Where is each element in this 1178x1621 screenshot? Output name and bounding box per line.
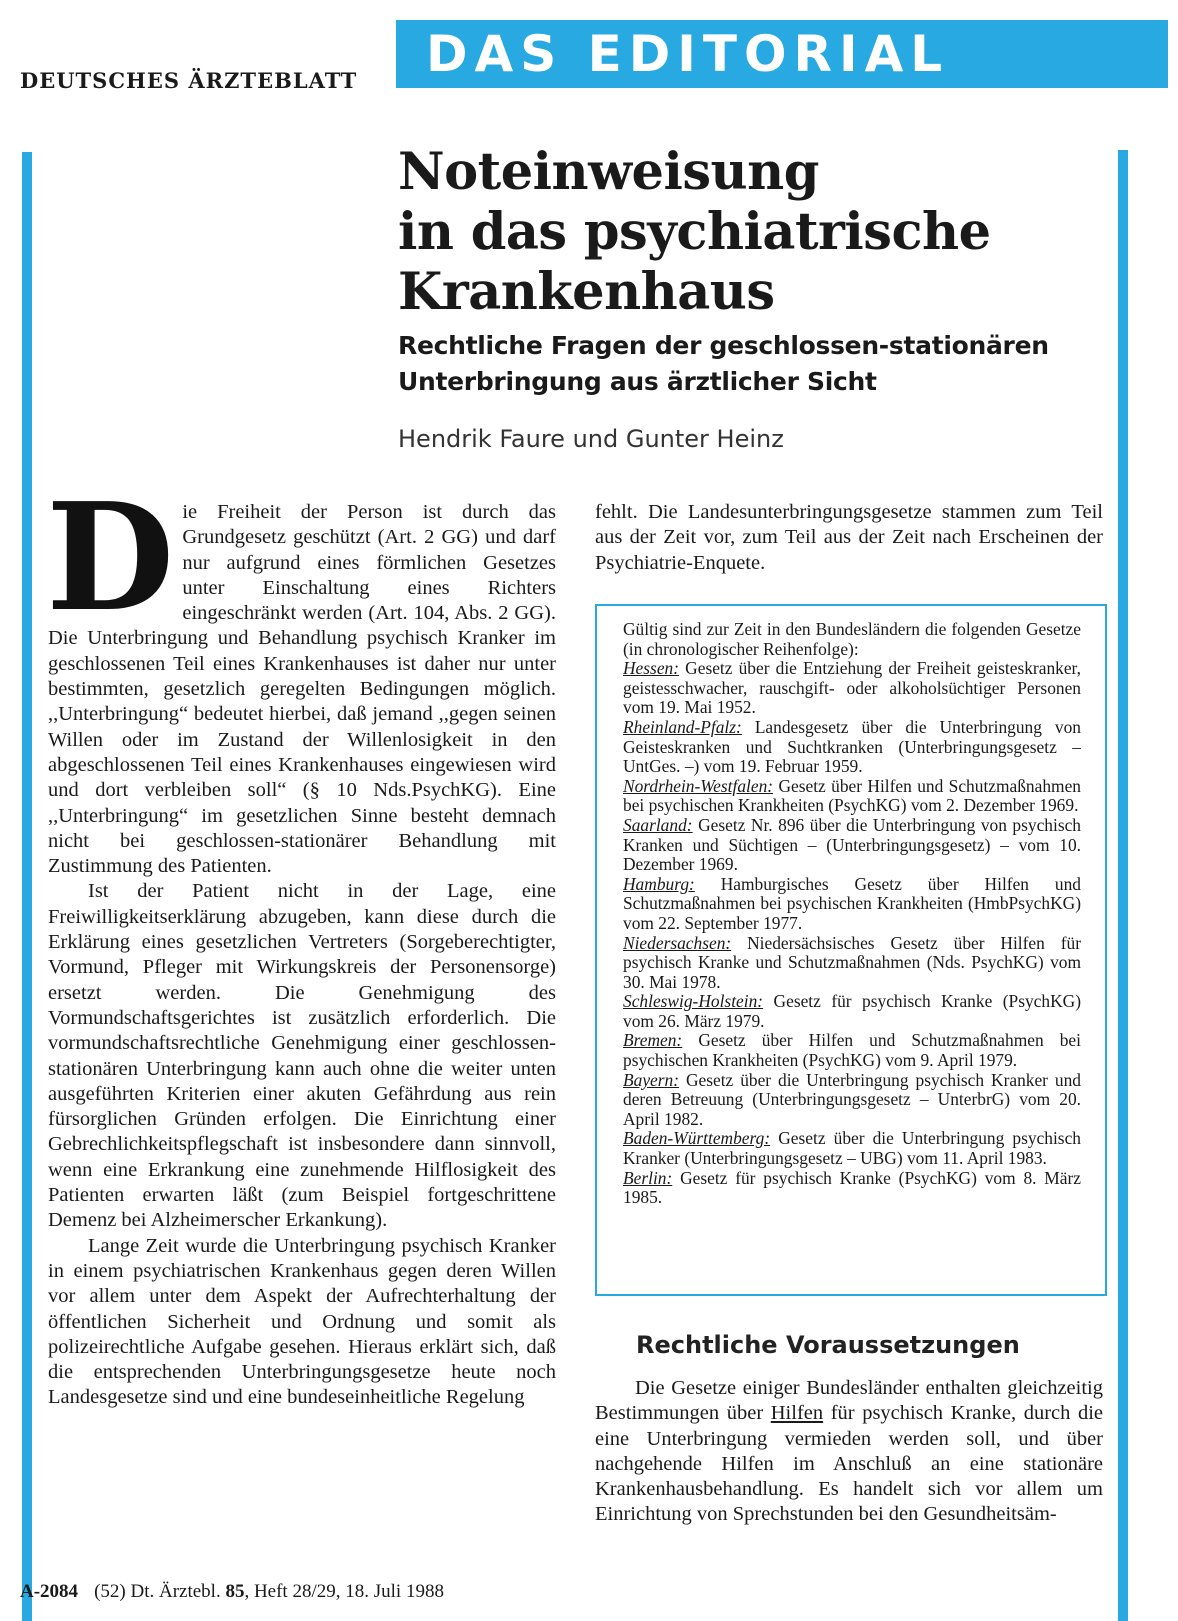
statute-entry <box>623 992 1081 1031</box>
statute-text: Landesgesetz über die Unterbringung von Geisteskranken und Suchtkranken (Unterbringungsgesetz – UntGes. –) vom 19. Februar 1959. <box>623 716 1081 777</box>
statute-entry <box>623 1169 1081 1208</box>
subtitle-line: Rechtliche Fragen der geschlossen-stationären <box>398 331 1049 360</box>
statute-state: Saarland: <box>623 814 693 835</box>
statute-text: Gesetz über Hilfen und Schutzmaßnahmen bei psychischen Krankheiten (PsychKG) vom 2. Dezember 1969. <box>623 775 1081 816</box>
paragraph-text: für psychisch Kranke, durch die eine Unterbringung vermieden werden soll, und über nachgehende Hilfen im Anschluß an eine stationäre Krankenhausbehandlung. Es handelt sich vor allem um Einrichtung von Sprechstunden bei den Gesundheitsäm- <box>595 1402 1103 1526</box>
body-paragraph <box>46 470 556 879</box>
body-paragraph: Lange Zeit wurde die Unterbringung psychisch Kranker in einem psychiatrischen Krankenhaus gegen deren Willen vor allem unter dem Aspekt der Aufrechterhaltung der öffentlichen Sicherheit und Ordnung und somit als polizeirechtliche Aufgabe gesehen. Hieraus erklärt sich, daß die entsprechenden Unterbringungsgesetze heute noch Landesgesetze sind und eine bundeseinheitliche Regelung <box>48 1234 556 1409</box>
body-paragraph: fehlt. Die Landesunterbringungsgesetze stammen zum Teil aus der Zeit vor, zum Teil aus der Zeit nach Erscheinen der Psychiatrie-Enquete. <box>595 501 1103 574</box>
statute-entry <box>623 1129 1081 1168</box>
citation-suffix: , Heft 28/29, 18. Juli 1988 <box>244 1581 444 1602</box>
statute-state: Niedersachsen: <box>623 932 732 953</box>
statute-entry <box>623 777 1081 816</box>
right-accent-bar <box>1118 150 1128 1621</box>
article-title <box>398 142 1118 322</box>
underlined-term: Hilfen <box>770 1402 824 1425</box>
body-column-left <box>46 470 556 1411</box>
statute-text: Gesetz für psychisch Kranke (PsychKG) vom 8. März 1985. <box>623 1167 1081 1208</box>
statute-state: Bremen: <box>623 1030 683 1051</box>
section-body <box>595 1376 1103 1528</box>
title-line: Krankenhaus <box>398 262 775 322</box>
page-footer <box>20 1580 444 1604</box>
statute-entry <box>623 1071 1081 1130</box>
statute-entry <box>623 718 1081 777</box>
statute-state: Nordrhein-Westfalen: <box>623 775 774 796</box>
statute-text: Niedersächsisches Gesetz über Hilfen für psychisch Kranke und Schutzmaßnahmen (Nds. PsychKG) vom 30. Mai 1978. <box>623 932 1081 992</box>
statute-state: Hamburg: <box>623 873 695 894</box>
article-authors: Hendrik Faure und Gunter Heinz <box>398 425 784 453</box>
statute-entry <box>623 659 1081 718</box>
paragraph-text: ie Freiheit der Person ist durch das Grundgesetz geschützt (Art. 2 GG) und darf nur aufgrund eines förmlichen Gesetzes unter Einschaltung eines Richters eingeschränkt werden (Art. 104, Abs. 2 GG). Die Unterbringung und Behandlung psychisch Kranker im geschlossenen Teil eines Krankenhauses ist daher nur unter bestimmten, gesetzlich geregelten Bedingungen möglich. ,,Unterbringung“ bedeutet hierbei, daß jemand ,,gegen seinen Willen oder im Zustand der Willenlosigkeit in den abgeschlossenen Teil eines Krankenhauses eingewiesen wird und dort verbleiben soll“ (§ 10 Nds.PsychKG). Eine ,,Unterbringung“ im gesetzlichen Sinne besteht demnach nicht bei geschlossen-stationärer Behandlung mit Zustimmung des Patienten. <box>48 501 556 878</box>
statute-state: Baden-Württemberg: <box>623 1128 771 1149</box>
paragraph-text: Die Gesetze einiger Bundesländer enthalten gleichzeitig Bestimmungen über <box>595 1377 1103 1425</box>
statute-list <box>623 659 1081 1208</box>
section-label: DAS EDITORIAL <box>426 25 950 83</box>
statute-text: Gesetz für psychisch Kranke (PsychKG) vom 26. März 1979. <box>623 991 1081 1031</box>
section-heading: Rechtliche Voraussetzungen <box>636 1331 1020 1359</box>
statute-entry <box>623 934 1081 993</box>
statute-state: Bayern: <box>623 1069 680 1090</box>
statute-state: Hessen: <box>623 658 680 679</box>
statute-state: Rheinland-Pfalz: <box>623 716 742 737</box>
statute-text: Gesetz über die Entziehung der Freiheit geisteskranker, geistesschwacher, rauschgift- oder alkoholsüchtiger Personen vom 19. Mai 1952. <box>623 658 1081 718</box>
statute-text: Gesetz Nr. 896 über die Unterbringung von psychisch Kranken und Süchtigen – (Unterbringungsgesetz) – vom 10. Dezember 1969. <box>623 814 1081 875</box>
body-column-right <box>595 500 1103 576</box>
statute-entry <box>623 816 1081 875</box>
subtitle-line: Unterbringung aus ärztlicher Sicht <box>398 367 877 396</box>
drop-cap: D <box>46 470 175 644</box>
statute-state: Schleswig-Holstein: <box>623 991 764 1012</box>
statute-text: Gesetz über Hilfen und Schutzmaßnahmen bei psychischen Krankheiten (PsychKG) vom 9. April 1979. <box>623 1030 1081 1071</box>
page-number: A-2084 <box>20 1581 79 1602</box>
citation-prefix: (52) Dt. Ärztebl. <box>94 1581 221 1602</box>
left-accent-bar <box>22 152 32 1621</box>
volume-number: 85 <box>225 1581 245 1602</box>
statute-entry <box>623 1031 1081 1070</box>
statute-entry <box>623 875 1081 934</box>
title-line: in das psychiatrische <box>398 202 991 262</box>
article-subtitle <box>398 328 1118 400</box>
statute-text: Hamburgisches Gesetz über Hilfen und Schutzmaßnahmen bei psychischen Krankheiten (HmbPsychKG) vom 22. September 1977. <box>623 873 1081 933</box>
title-line: Noteinweisung <box>398 142 819 202</box>
body-paragraph <box>595 1376 1103 1528</box>
journal-name: DEUTSCHES ÄRZTEBLATT <box>20 68 358 93</box>
statute-text: Gesetz über die Unterbringung psychisch Kranker und deren Betreuung (Unterbringungsgesetz – UnterbrG) vom 20. April 1982. <box>623 1069 1081 1129</box>
statute-list-box <box>595 604 1107 1296</box>
statute-state: Berlin: <box>623 1167 673 1188</box>
body-paragraph: Ist der Patient nicht in der Lage, eine Freiwilligkeitserklärung abzugeben, kann diese durch die Erklärung eines gesetzlichen Vertreters (Sorgeberechtigter, Vormund, Pfleger mit Wirkungskreis der Personensorge) ersetzt werden. Die Genehmigung des Vormundschaftsgerichtes ist zusätzlich erforderlich. Die vormundschaftsrechtliche Genehmigung einer geschlossen-stationären Unterbringung kann auch ohne die weiter unten ausgeführten Kriterien einer akuten Gefährdung aus rein fürsorglichen Gründen erfolgen. Die Einrichtung einer Gebrechlichkeitspflegschaft ist insbesondere dann sinnvoll, wenn eine Erkrankung eine zunehmende Hilflosigkeit des Patienten erwarten läßt (zum Beispiel fortgeschrittene Demenz bei Alzheimerscher Erkankung). <box>48 880 556 1232</box>
statute-intro: Gültig sind zur Zeit in den Bundesländern die folgenden Gesetze (in chronologischer Reihenfolge): <box>623 619 1081 659</box>
section-banner <box>396 20 1168 88</box>
statute-text: Gesetz über die Unterbringung psychisch Kranker (Unterbringungsgesetz – UBG) vom 11. April 1983. <box>623 1128 1081 1169</box>
